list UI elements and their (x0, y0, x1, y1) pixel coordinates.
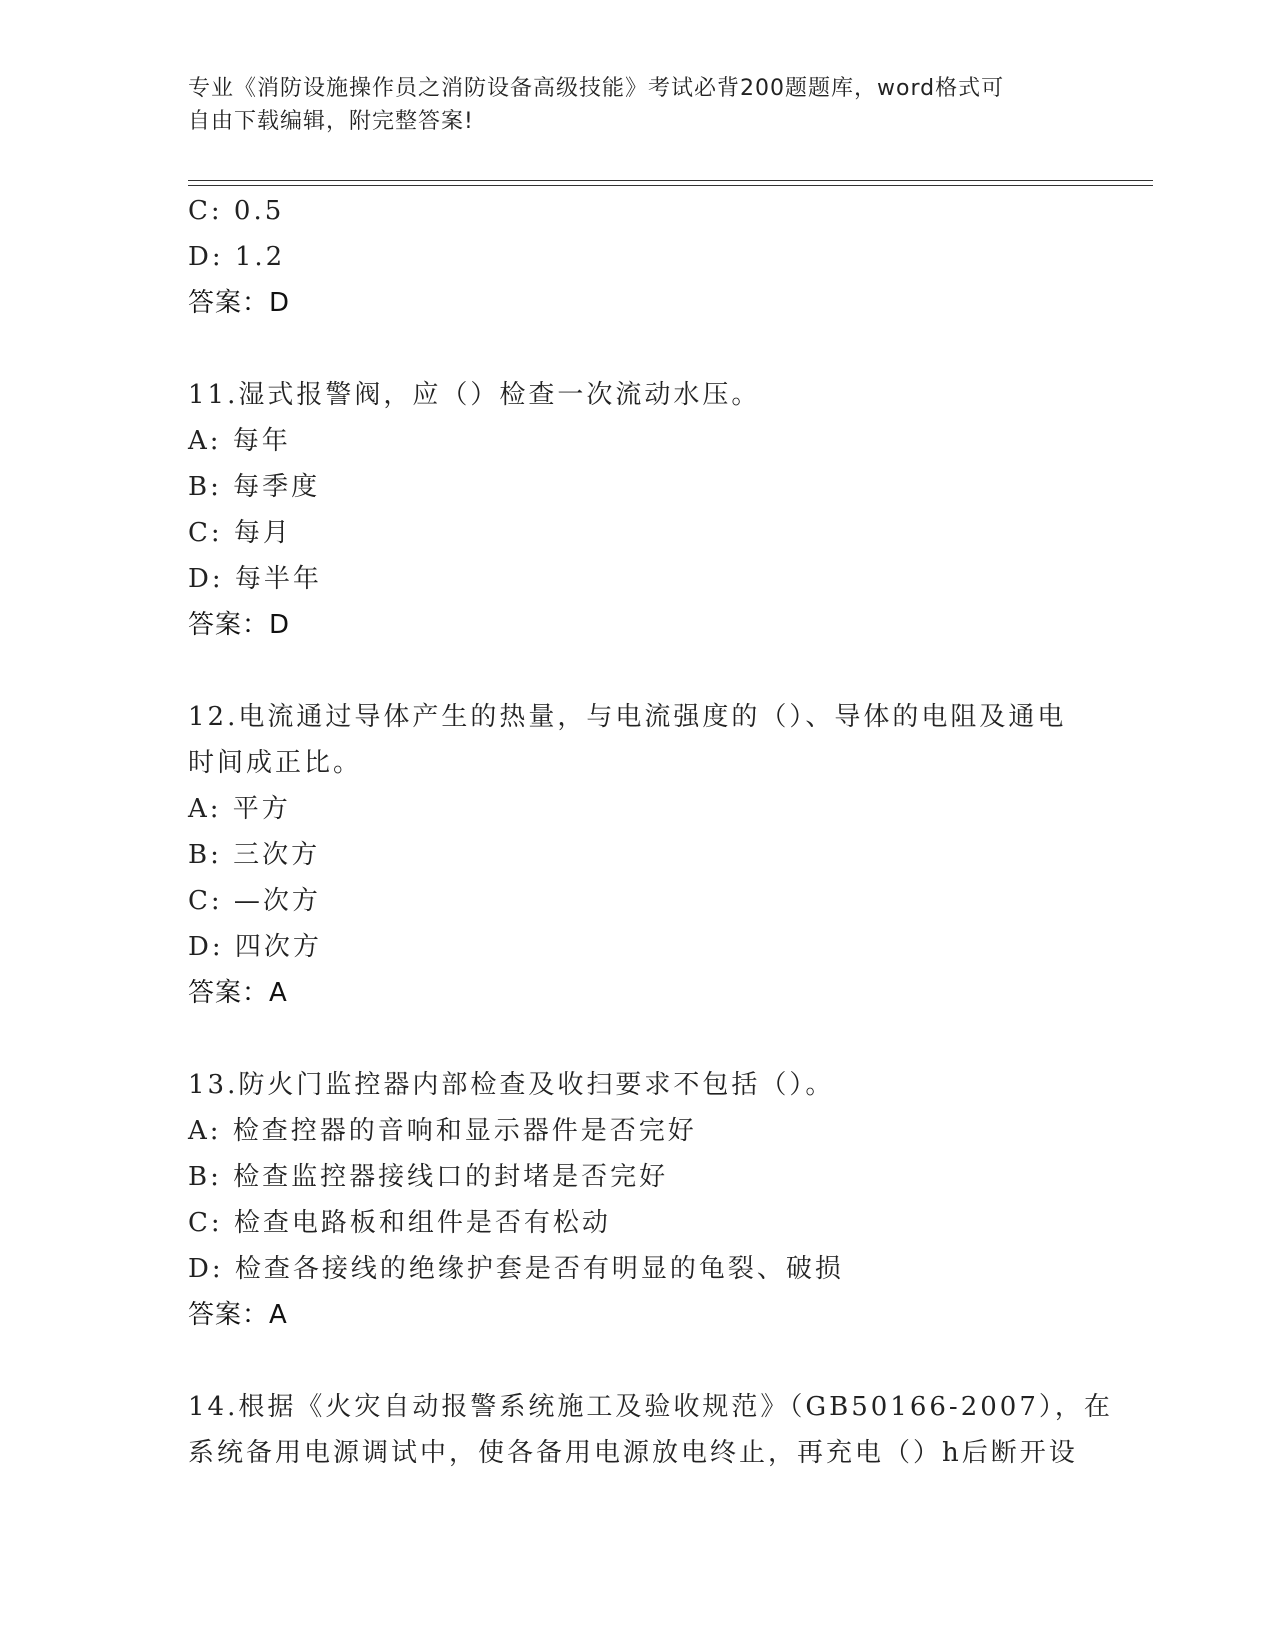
answer-label: 答案：A (188, 1300, 288, 1330)
question-text: 13.防火门监控器内部检查及收扫要求不包括（）。 (188, 1070, 835, 1100)
question-14 (188, 1384, 1113, 1476)
answer-label: 答案：D (188, 610, 291, 640)
header-line-1: 专业《消防设施操作员之消防设备高级技能》考试必背200题题库，word格式可 (188, 76, 1005, 101)
option-c: C: —次方 (188, 886, 321, 916)
document-header (188, 72, 1088, 138)
question-list (188, 188, 1113, 1522)
option-d: D: 1.2 (188, 242, 286, 272)
question-12 (188, 694, 1088, 1016)
header-line-2: 自由下载编辑，附完整答案! (188, 109, 474, 134)
header-rule-bottom (188, 185, 1153, 186)
option-a: A: 每年 (188, 426, 291, 456)
answer-label: 答案：D (188, 288, 291, 318)
option-a: A: 检查控器的音响和显示器件是否完好 (188, 1116, 697, 1146)
option-b: B: 每季度 (188, 472, 321, 502)
question-text-line-1: 12.电流通过导体产生的热量，与电流强度的（）、导体的电阻及通电 (188, 702, 1067, 732)
option-b: B: 检查监控器接线口的封堵是否完好 (188, 1162, 669, 1192)
option-b: B: 三次方 (188, 840, 321, 870)
question-text-line-2: 时间成正比。 (188, 748, 363, 778)
question-text-line-2: 系统备用电源调试中，使各备用电源放电终止，再充电（）h后断开设 (188, 1438, 1078, 1468)
question-13 (188, 1062, 1088, 1338)
option-d: D: 每半年 (188, 564, 322, 594)
answer-label: 答案：A (188, 978, 288, 1008)
question-text-line-1: 14.根据《火灾自动报警系统施工及验收规范》（GB50166-2007），在 (188, 1392, 1113, 1422)
question-10-tail (188, 188, 1088, 326)
option-a: A: 平方 (188, 794, 291, 824)
header-rule-top (188, 180, 1153, 181)
option-c: C: 0.5 (188, 196, 285, 226)
question-11 (188, 372, 1088, 648)
option-d: D: 四次方 (188, 932, 322, 962)
option-c: C: 检查电路板和组件是否有松动 (188, 1208, 611, 1238)
option-c: C: 每月 (188, 518, 292, 548)
question-text: 11.湿式报警阀，应（）检查一次流动水压。 (188, 380, 761, 410)
option-d: D: 检查各接线的绝缘护套是否有明显的龟裂、破损 (188, 1254, 844, 1284)
